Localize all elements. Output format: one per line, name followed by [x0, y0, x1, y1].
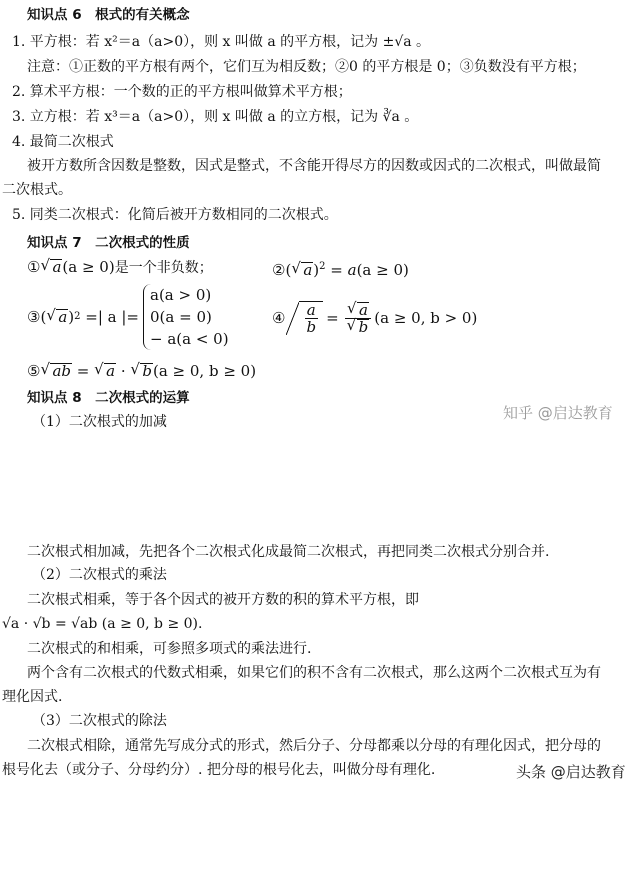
simplest-root-heading: 4. 最简二次根式	[12, 134, 114, 150]
section-8-title: 知识点 8 二次根式的运算	[27, 390, 190, 406]
multiplication-text: 二次根式相乘，等于各个因式的被开方数的积的算术平方根，即	[27, 592, 419, 608]
sum-multiplication-text: 二次根式的和相乘，可参照多项式的乘法进行.	[27, 641, 312, 657]
toutiao-watermark: 头条 @启达教育	[516, 763, 626, 781]
cube-root-definition: 3. 立方根：若 x³＝a（a>0），则 x 叫做 a 的立方根，记为 ∛a 。	[12, 109, 419, 125]
property-4: ④ $\frac{a}{b}$ = √ a √ b (a ≥ 0, b > 0)	[272, 293, 477, 343]
section-7-title: 知识点 7 二次根式的性质	[27, 235, 190, 251]
section-6-title: 知识点 6 根式的有关概念	[27, 7, 190, 23]
property-1: ①√ a(a ≥ 0)是一个非负数；	[27, 258, 213, 277]
division-subheading: （3）二次根式的除法	[32, 713, 167, 729]
simplest-root-text: 被开方数所含因数是整数，因式是整式，不含能开得尽方的因数或因式的二次根式，叫做最简	[27, 158, 601, 174]
addition-subheading: （1）二次根式的加减	[32, 414, 167, 430]
property-4-condition: (a ≥ 0, b > 0)	[374, 309, 478, 327]
like-roots-definition: 5. 同类二次根式：化简后被开方数相同的二次根式。	[12, 207, 338, 223]
property-3-cases	[143, 284, 229, 350]
addition-text: 二次根式相加减，先把各个二次根式化成最简二次根式，再把同类二次根式分别合并.	[27, 544, 550, 560]
case-positive: a(a > 0)	[150, 286, 212, 304]
case-negative: − a(a < 0)	[150, 330, 229, 348]
zhihu-watermark: 知乎 @启达教育	[503, 404, 613, 422]
property-5-condition: (a ≥ 0, b ≥ 0)	[152, 362, 257, 380]
property-5: ⑤√ ab = √ a · √ b(a ≥ 0, b ≥ 0)	[27, 362, 256, 380]
rationalizing-factor-text-2: 理化因式.	[2, 689, 63, 705]
square-root-note: 注意：①正数的平方根有两个，它们互为相反数；②0 的平方根是 0；③负数没有平方根；	[27, 59, 586, 75]
property-1-condition: (a ≥ 0)	[62, 258, 115, 276]
square-root-definition: 1. 平方根：若 x²＝a（a>0），则 x 叫做 a 的平方根，记为 ±√a 。	[12, 34, 431, 50]
multiplication-subheading: （2）二次根式的乘法	[32, 567, 167, 583]
case-zero: 0(a = 0)	[150, 308, 212, 326]
property-2: ②(√ a)$^2$ = a(a ≥ 0)	[272, 258, 409, 279]
division-text: 二次根式相除，通常先写成分式的形式，然后分子、分母都乘以分母的有理化因式，把分母的	[27, 738, 601, 754]
arithmetic-root-definition: 2. 算术平方根：一个数的正的平方根叫做算术平方根；	[12, 84, 352, 100]
property-2-condition: (a ≥ 0)	[356, 261, 409, 279]
multiplication-formula: √a · √b = √ab (a ≥ 0, b ≥ 0).	[2, 616, 203, 632]
simplest-root-text-2: 二次根式。	[2, 182, 72, 198]
property-1-tail: 是一个非负数；	[114, 260, 213, 276]
rationalizing-factor-text: 两个含有二次根式的代数式相乘，如果它们的积不含有二次根式，那么这两个二次根式互为有	[27, 665, 601, 681]
property-3: ③( √ a ) 2 =| a |= a(a > 0) 0(a = 0) − a(a < 0)	[27, 287, 229, 347]
division-text-2: 根号化去（或分子、分母约分）. 把分母的根号化去，叫做分母有理化.	[2, 762, 436, 778]
